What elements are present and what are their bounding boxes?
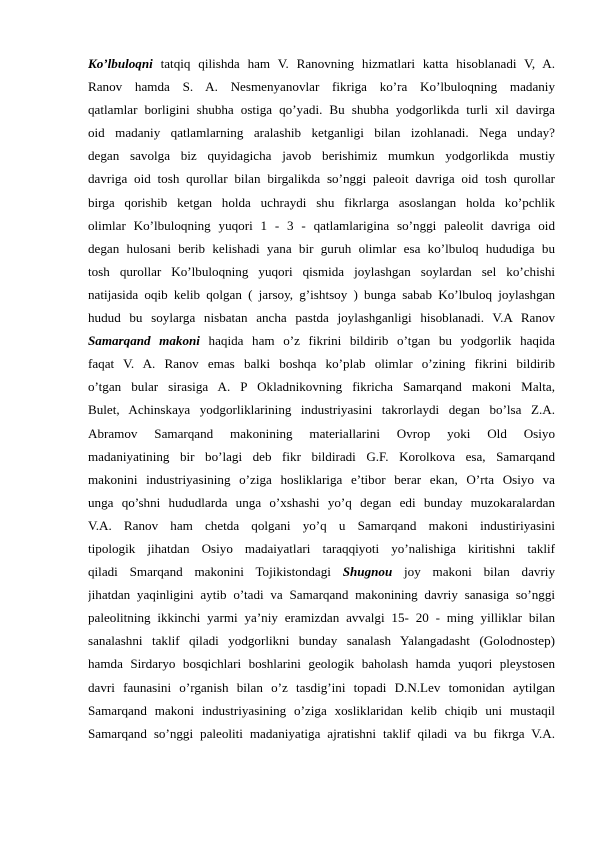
emphasized-term: Shugnou <box>342 564 393 580</box>
text-run: qiladi Smarqand makonini Tojikistondagi <box>88 564 343 580</box>
text-run: sanalashni taklif qiladi yodgorlikni bunday sanalash Yalangadasht (Golodnostep) <box>88 633 555 649</box>
text-line <box>88 214 555 237</box>
text-run: haqida ham o’z fikrini bildirib o’tgan bu yodgorlik haqida <box>199 333 555 349</box>
text-run: hudud bu soylarga nisbatan ancha pastda joylashganligi hisoblanadi. V.A Ranov <box>88 310 555 326</box>
text-run: qatlamlar borligini shubha ostiga qo’yadi. Bu shubha yodgorlikda turli xil davirga <box>88 102 555 118</box>
text-line <box>88 491 555 514</box>
text-line <box>88 468 555 491</box>
text-line <box>88 191 555 214</box>
emphasized-term: Ko’lbuloqni <box>88 56 153 71</box>
text-run: madaniyatining bir bo’lagi deb fikr bildiradi G.F. Korolkova esa, Samarqand <box>88 448 555 464</box>
text-line <box>88 422 555 445</box>
text-run: davri faunasini o’rganish bilan o’z tasdig’ini topadi D.N.Lev tomonidan aytilgan <box>88 679 555 695</box>
text-run: olimlar Ko’lbuloqning yuqori 1 - 3 - qatlamlarigina so’nggi paleolit davriga oid <box>88 217 555 233</box>
text-line <box>88 445 555 468</box>
text-line <box>88 144 555 167</box>
text-run: degan hulosani berib kelishadi yana bir guruh olimlar esa ko’lbuloq hududiga bu <box>88 240 555 256</box>
text-line <box>88 699 555 722</box>
text-run: joy makoni bilan davriy <box>392 564 555 580</box>
text-run: Samarqand makoni industriyasining o’ziga xosliklaridan kelib chiqib uni mustaqil <box>88 702 555 718</box>
text-line <box>88 260 555 283</box>
text-run: makonini industriyasining o’ziga hosliklariga e’tibor berar ekan, O’rta Osiyo va <box>88 471 555 487</box>
text-line <box>88 722 555 745</box>
text-run: tosh qurollar Ko’lbuloqning yuqori qismida joylashgan soylardan sel ko’chishi <box>88 263 555 279</box>
text-line <box>88 52 555 75</box>
text-run: faqat V. A. Ranov emas balki boshqa ko’plab olimlar o’zining fikrini bildirib <box>88 356 555 372</box>
text-line <box>88 121 555 144</box>
text-line <box>88 329 555 352</box>
text-line <box>88 676 555 699</box>
text-run: Ranov hamda S. A. Nesmenyanovlar fikriga ko’ra Ko’lbuloqning madaniy <box>88 79 555 95</box>
text-line <box>88 306 555 329</box>
text-run: hamda Sirdaryo bosqichlari boshlarini geologik baholash hamda yuqori pleystosen <box>88 656 555 672</box>
text-line <box>88 560 555 583</box>
text-line <box>88 375 555 398</box>
text-run: natijasida oqib kelib qolgan ( jarsoy, g’ishtsoy ) bunga sabab Ko’lbuloq joylashgan <box>88 286 555 302</box>
text-line <box>88 606 555 629</box>
text-run: Bulet, Achinskaya yodgorliklarining industriyasini takrorlaydi degan bo’lsa Z.A. <box>88 402 555 418</box>
text-run: Samarqand so’nggi paleoliti madaniyatiga ajratishni taklif qiladi va bu fikrga V.A. <box>88 725 555 741</box>
text-run: unga qo’shni hududlarda unga o’xshashi yo’q degan edi bunday muzokaralardan <box>88 494 555 510</box>
text-run: davriga oid tosh qurollar bilan birgalikda so’nggi paleoit davriga oid tosh qurollar <box>88 171 555 187</box>
text-line <box>88 652 555 675</box>
text-run: degan savolga biz quyidagicha javob berishimiz mumkun yodgorlikda mustiy <box>88 148 555 164</box>
text-run: paleolitning ikkinchi yarmi ya’niy eramizdan avvalgi 15- 20 - ming yilliklar bilan <box>88 610 555 626</box>
text-line <box>88 537 555 560</box>
text-run: o’tgan bular sirasiga A. P Okladnikovning fikricha Samarqand makoni Malta, <box>88 379 555 395</box>
text-line <box>88 514 555 537</box>
text-run: Abramov Samarqand makonining materiallarini Ovrop yoki Old Osiyo <box>88 425 555 441</box>
text-line <box>88 167 555 190</box>
text-run: V.A. Ranov ham chetda qolgani yo’q u Samarqand makoni industiriyasini <box>88 517 555 533</box>
text-line <box>88 352 555 375</box>
document-page <box>88 52 555 745</box>
text-line <box>88 237 555 260</box>
text-run: tipologik jihatdan Osiyo madaiyatlari taraqqiyoti yo’nalishiga kiritishni taklif <box>88 540 555 556</box>
text-run: birga qorishib ketgan holda uchraydi shu fikrlarga asoslangan holda ko’pchlik <box>88 194 555 210</box>
text-run: jihatdan yaqinligini aytib o’tadi va Samarqand makonining davriy sanasiga so’nggi <box>88 587 555 603</box>
text-line <box>88 398 555 421</box>
text-line <box>88 283 555 306</box>
text-line <box>88 98 555 121</box>
text-line <box>88 629 555 652</box>
emphasized-term: Samarqand makoni <box>88 333 200 349</box>
text-line <box>88 75 555 98</box>
text-run: tatqiq qilishda ham V. Ranovning hizmatlari katta hisoblanadi V, A. <box>152 56 555 71</box>
text-line <box>88 583 555 606</box>
text-run: oid madaniy qatlamlarning aralashib ketganligi bilan izohlanadi. Nega unday? <box>88 125 555 141</box>
